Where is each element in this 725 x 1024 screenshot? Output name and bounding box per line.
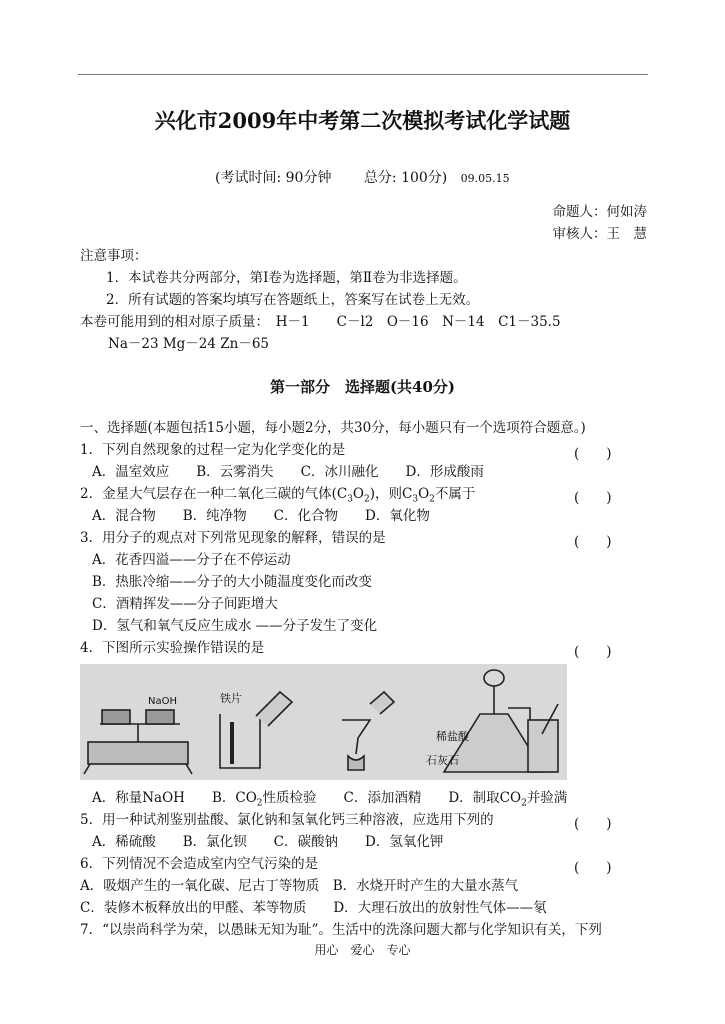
note-item-1: 1．本试卷共分两部分，第Ⅰ卷为选择题，第Ⅱ卷为非选择题。 [106,270,467,286]
q2-options: A．混合物 B．纯净物 C．化合物 D．氧化物 [92,508,430,524]
label-limestone: 石灰石 [426,754,459,767]
header-rule [78,74,648,75]
q3-stem: 3．用分子的观点对下列常见现象的解释，错误的是 [80,530,386,546]
label-naoh: NaOH [148,696,177,707]
exam-title: 兴化市2009年中考第二次模拟考试化学试题 [154,108,571,133]
q7-stem: 7．“以崇尚科学为荣，以愚昧无知为耻”。生活中的洗涤问题大都与化学知识有关，下列 [80,922,602,938]
q1-answer-paren: ( ) [574,446,612,462]
q4-options: A．称量NaOH B．$CO_2$性质检验 C．添加酒精 D．制取$CO_2$并验满 [92,790,568,809]
q4-stem: 4．下图所示实验操作错误的是 [80,640,265,656]
label-dilute-hcl: 稀盐酸 [436,730,469,743]
note-item-2: 2．所有试题的答案均填写在答题纸上，答案写在试卷上无效。 [106,292,480,308]
atomic-masses-line2: Na－23 Mg－24 Zn－65 [108,336,270,352]
lab-operations-figure [80,664,567,780]
q3-option-b: B．热胀冷缩——分子的大小随温度变化而改变 [92,574,372,590]
q3-option-a: A．花香四溢——分子在不停运动 [92,552,291,568]
exam-time: (考试时间: 90分钟 [215,170,332,186]
q5-answer-paren: ( ) [574,816,612,832]
label-iron-strip: 铁片 [220,692,242,705]
q2-stem: 2．金星大气层存在一种二氧化三碳的气体$(C_3O_2)$，则$C_3O_2$不属于 [80,486,476,505]
atomic-masses-line1: 本卷可能用到的相对原子质量： H－1 C－l2 O－16 N－14 C1－35.5 [80,314,561,330]
q5-stem: 5．用一种试剂鉴别盐酸、氯化钠和氢氧化钙三种溶液，应选用下列的 [80,812,494,828]
setter: 命题人：何如涛 [552,204,647,220]
q6-answer-paren: ( ) [574,860,612,876]
exam-date: 09.05.15 [460,172,510,185]
exam-info [215,170,510,187]
q3-option-d: D．氢气和氧气反应生成水 ——分子发生了变化 [92,618,378,634]
exam-total: 总分: 100分) [363,170,448,186]
q1-options: A．温室效应 B．云雾消失 C．冰川融化 D．形成酸雨 [92,464,484,480]
q3-option-c: C．酒精挥发——分子间距增大 [92,596,278,612]
q6-options-ab: A．吸烟产生的一氧化碳、尼古丁等物质 B．水烧开时产生的大量水蒸气 [80,878,519,894]
q6-stem: 6．下列情况不会造成室内空气污染的是 [80,856,319,872]
q6-options-cd: C．装修木板释放出的甲醛、苯等物质 D．大理石放出的放射性气体——氡 [80,900,547,916]
q4-answer-paren: ( ) [574,644,612,660]
notes-heading: 注意事项： [80,248,148,264]
q5-options: A．稀硫酸 B．氯化钡 C．碳酸钠 D．氢氧化钾 [92,834,444,850]
reviewer: 审核人：王 慧 [552,226,647,242]
q1-stem: 1．下列自然现象的过程一定为化学变化的是 [80,442,346,458]
page-footer: 用心 爱心 专心 [314,943,411,957]
q2-answer-paren: ( ) [574,490,612,506]
section-intro: 一、选择题(本题包括15小题，每小题2分，共30分，每小题只有一个选项符合题意。) [80,420,586,436]
part1-heading: 第一部分 选择题(共40分) [269,378,456,396]
q3-answer-paren: ( ) [574,534,612,550]
